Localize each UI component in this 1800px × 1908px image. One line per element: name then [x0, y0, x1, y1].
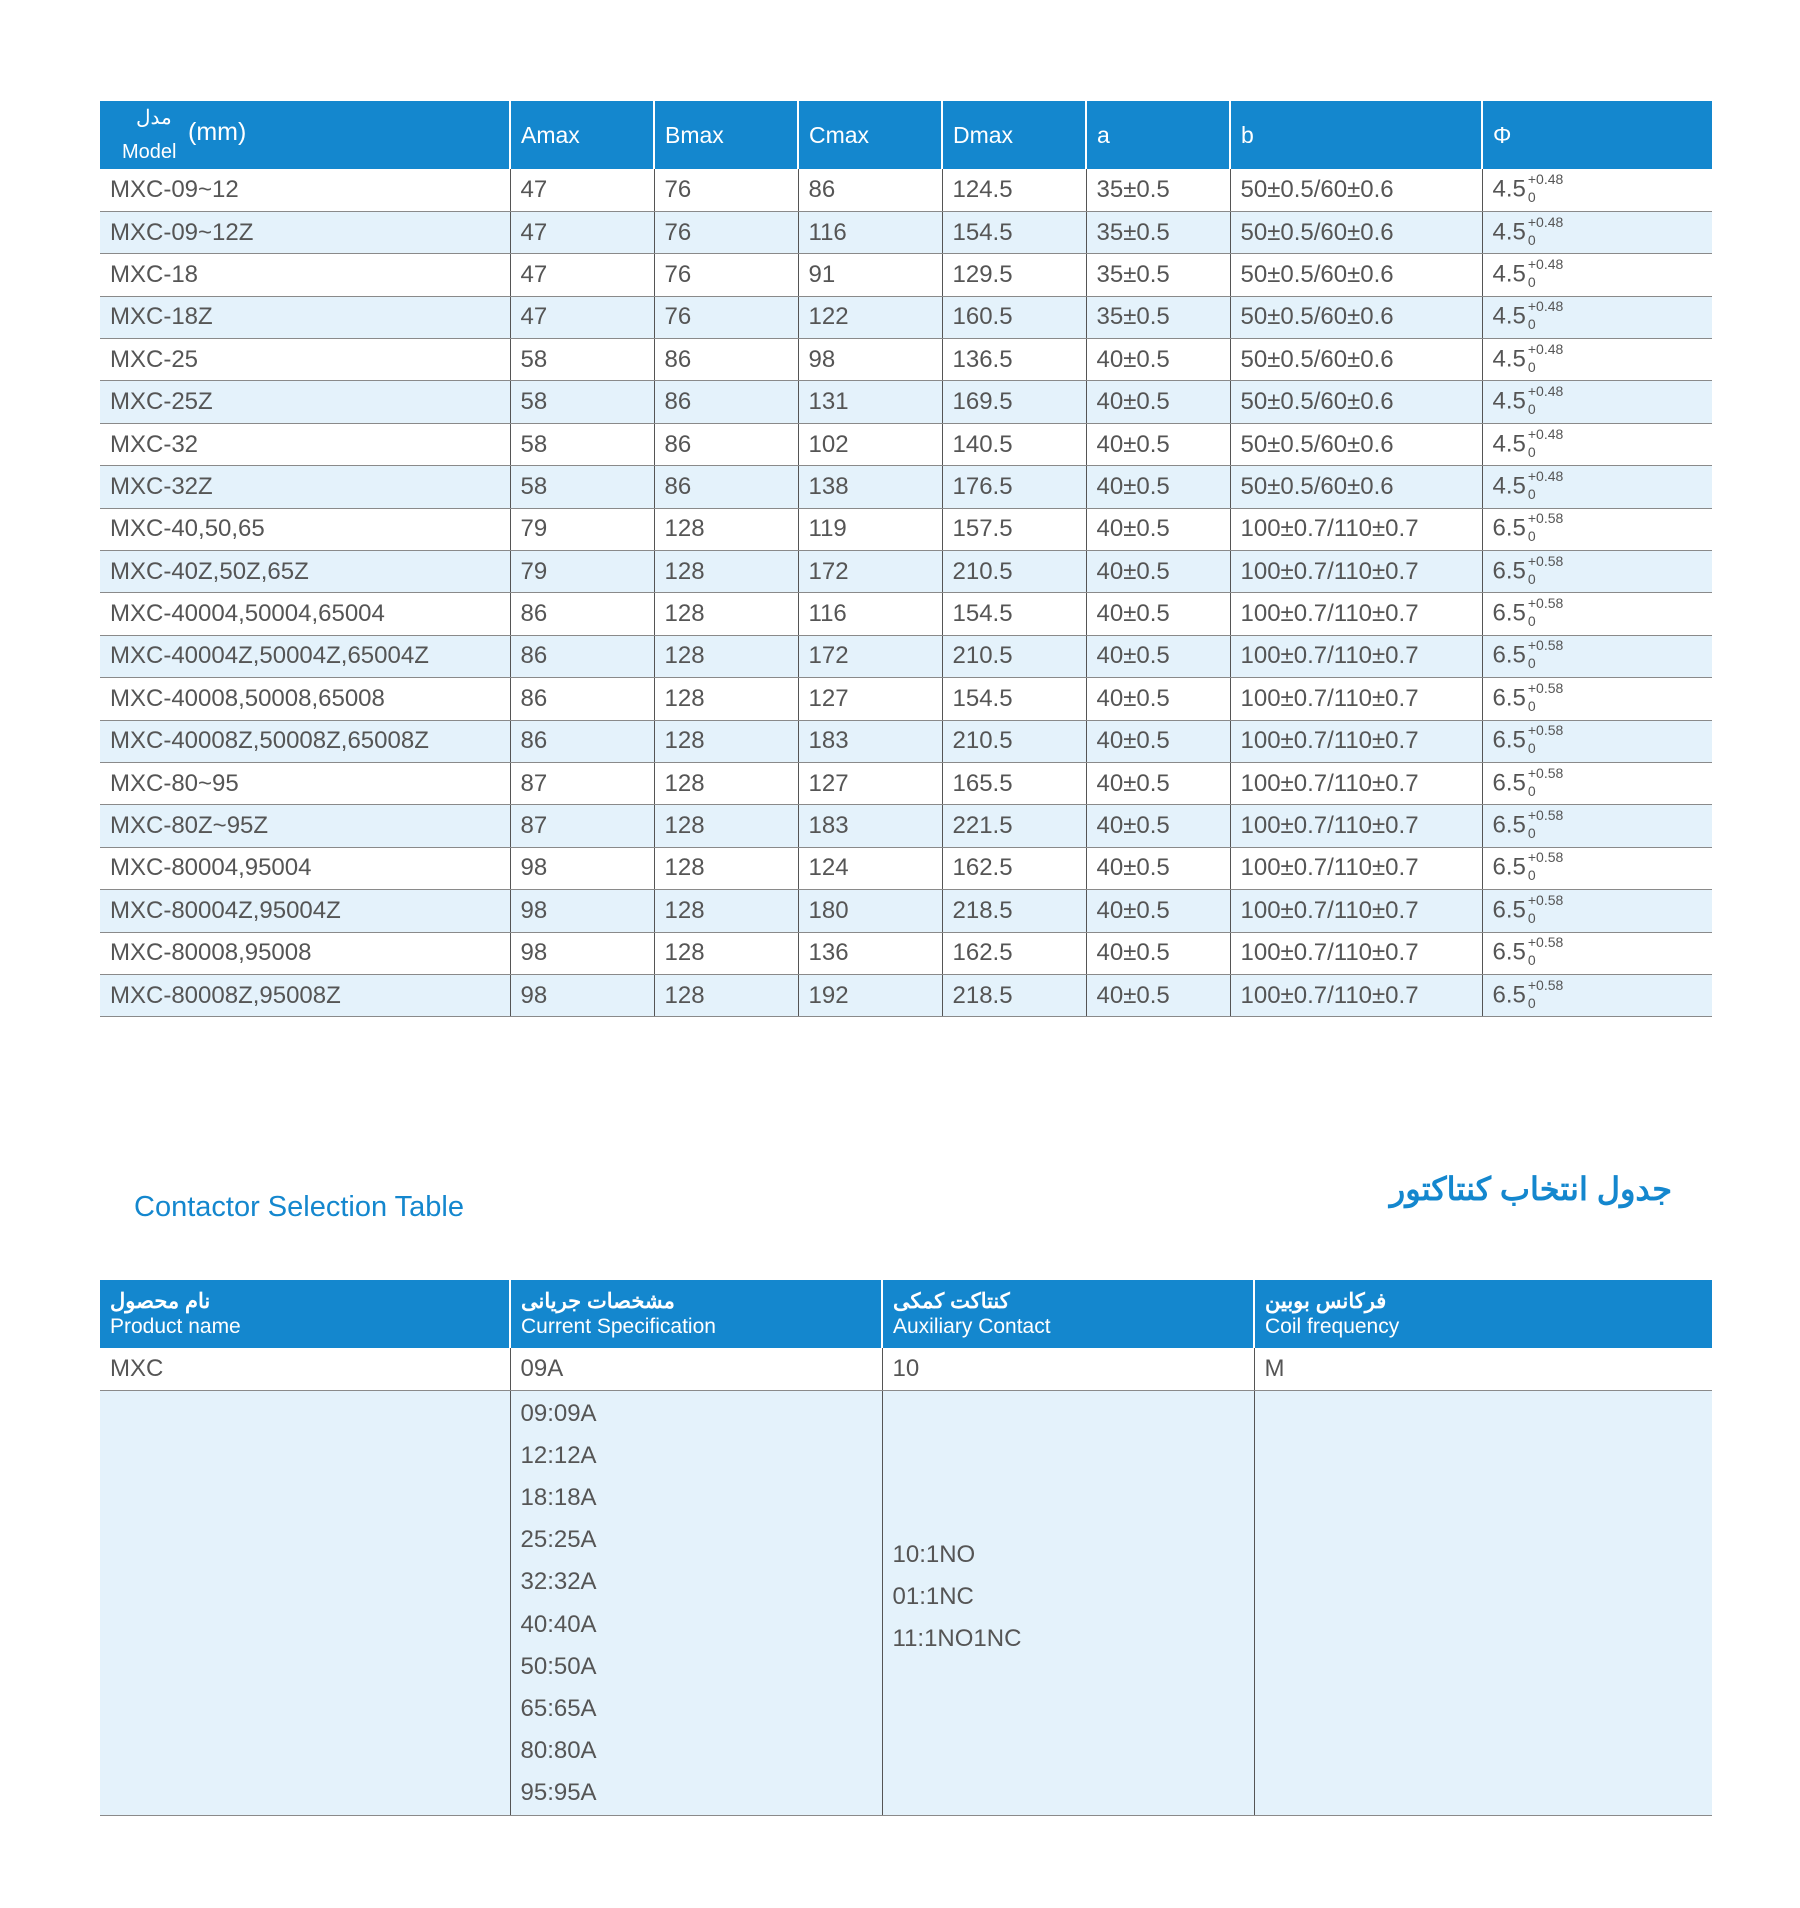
current-option: 09:09A: [520, 1399, 597, 1427]
phi-value: 6.5: [1492, 769, 1526, 796]
amax-cell: 87: [510, 805, 654, 847]
bmax-cell: 76: [654, 296, 798, 338]
phi-cell: [1482, 593, 1712, 635]
cmax-cell: 116: [798, 593, 942, 635]
model-cell: MXC-25: [100, 339, 510, 381]
current-spec-header-en: Current Specification: [521, 1315, 716, 1338]
a-cell: 40±0.5: [1086, 678, 1230, 720]
table-row: [100, 890, 1712, 932]
bmax-cell: 86: [654, 381, 798, 423]
aux-contact-header-en: Auxiliary Contact: [893, 1315, 1051, 1338]
dmax-cell: 210.5: [942, 720, 1086, 762]
example-aux: 10: [882, 1348, 1254, 1390]
model-cell: MXC-40004,50004,65004: [100, 593, 510, 635]
a-cell: 40±0.5: [1086, 466, 1230, 508]
phi-tolerance-lower: 0: [1527, 528, 1536, 545]
dmax-cell: 140.5: [942, 423, 1086, 465]
phi-tolerance-upper: +0.58: [1527, 510, 1564, 527]
amax-cell: 58: [510, 381, 654, 423]
a-cell: 40±0.5: [1086, 890, 1230, 932]
cmax-cell: 102: [798, 423, 942, 465]
a-cell: 40±0.5: [1086, 720, 1230, 762]
model-cell: MXC-80Z~95Z: [100, 805, 510, 847]
amax-header: Amax: [510, 101, 654, 169]
a-cell: 35±0.5: [1086, 211, 1230, 253]
a-cell: 35±0.5: [1086, 296, 1230, 338]
phi-tolerance-upper: +0.48: [1527, 425, 1564, 442]
amax-cell: 86: [510, 635, 654, 677]
phi-cell: [1482, 211, 1712, 253]
phi-tolerance-lower: 0: [1527, 485, 1536, 502]
dmax-cell: 160.5: [942, 296, 1086, 338]
amax-cell: 86: [510, 678, 654, 720]
b-cell: 100±0.7/110±0.7: [1230, 890, 1482, 932]
table-row: [100, 932, 1712, 974]
bmax-cell: 128: [654, 593, 798, 635]
table-row: [100, 551, 1712, 593]
cmax-cell: 192: [798, 974, 942, 1016]
cmax-cell: 136: [798, 932, 942, 974]
phi-tolerance-lower: 0: [1527, 655, 1536, 672]
phi-tolerance-upper: +0.58: [1527, 891, 1564, 908]
b-cell: 100±0.7/110±0.7: [1230, 551, 1482, 593]
a-header: a: [1086, 101, 1230, 169]
dmax-cell: 218.5: [942, 890, 1086, 932]
b-cell: 50±0.5/60±0.6: [1230, 296, 1482, 338]
a-cell: 40±0.5: [1086, 974, 1230, 1016]
phi-tolerance-lower: 0: [1527, 697, 1536, 714]
model-cell: MXC-40,50,65: [100, 508, 510, 550]
dmax-cell: 157.5: [942, 508, 1086, 550]
options-row: [100, 1390, 1712, 1815]
selection-header-row: [100, 1280, 1712, 1348]
phi-value: 6.5: [1492, 557, 1526, 585]
phi-tolerance-upper: +0.58: [1527, 679, 1564, 696]
cmax-cell: 183: [798, 805, 942, 847]
table-row: [100, 593, 1712, 635]
phi-value: 4.5: [1492, 387, 1526, 415]
model-header: [100, 101, 510, 169]
model-cell: MXC-40004Z,50004Z,65004Z: [100, 635, 510, 677]
bmax-cell: 128: [654, 720, 798, 762]
cmax-cell: 138: [798, 466, 942, 508]
b-cell: 100±0.7/110±0.7: [1230, 847, 1482, 889]
model-cell: MXC-40008,50008,65008: [100, 678, 510, 720]
phi-value: 4.5: [1492, 429, 1526, 457]
cmax-cell: 127: [798, 762, 942, 804]
product-options-cell: [100, 1390, 510, 1815]
phi-tolerance-upper: +0.48: [1527, 298, 1564, 315]
dmax-cell: 169.5: [942, 381, 1086, 423]
dimensions-body: [100, 169, 1712, 1017]
dmax-cell: 218.5: [942, 974, 1086, 1016]
dmax-cell: 210.5: [942, 551, 1086, 593]
model-header-fa: مدل: [136, 107, 172, 129]
bmax-cell: 76: [654, 254, 798, 296]
bmax-header: Bmax: [654, 101, 798, 169]
phi-tolerance-upper: +0.48: [1527, 213, 1564, 230]
a-cell: 40±0.5: [1086, 932, 1230, 974]
bmax-cell: 128: [654, 762, 798, 804]
b-header: b: [1230, 101, 1482, 169]
cmax-cell: 124: [798, 847, 942, 889]
phi-tolerance-upper: +0.58: [1527, 722, 1564, 739]
aux-option: 10:1NO: [892, 1540, 976, 1568]
aux-option: 01:1NC: [892, 1582, 974, 1610]
table-row: [100, 508, 1712, 550]
amax-cell: 87: [510, 762, 654, 804]
cmax-cell: 131: [798, 381, 942, 423]
amax-cell: 47: [510, 211, 654, 253]
bmax-cell: 76: [654, 211, 798, 253]
selection-title-en: Contactor Selection Table: [134, 1191, 464, 1223]
cmax-cell: 172: [798, 635, 942, 677]
example-product: MXC: [100, 1348, 510, 1390]
bmax-cell: 128: [654, 805, 798, 847]
phi-tolerance-lower: 0: [1527, 188, 1536, 205]
table-row: [100, 466, 1712, 508]
cmax-cell: 122: [798, 296, 942, 338]
b-cell: 100±0.7/110±0.7: [1230, 678, 1482, 720]
amax-cell: 79: [510, 508, 654, 550]
current-option: 12:12A: [520, 1441, 597, 1469]
b-cell: 100±0.7/110±0.7: [1230, 932, 1482, 974]
selection-title-fa: جدول انتخاب کنتاکتور: [1389, 1171, 1672, 1207]
a-cell: 40±0.5: [1086, 805, 1230, 847]
table-row: [100, 296, 1712, 338]
phi-tolerance-lower: 0: [1527, 952, 1536, 969]
amax-cell: 98: [510, 847, 654, 889]
table-row: [100, 805, 1712, 847]
bmax-cell: 128: [654, 847, 798, 889]
dmax-cell: 136.5: [942, 339, 1086, 381]
dmax-cell: 221.5: [942, 805, 1086, 847]
product-name-header-en: Product name: [110, 1315, 241, 1338]
dmax-cell: 154.5: [942, 678, 1086, 720]
phi-tolerance-upper: +0.48: [1527, 170, 1564, 187]
model-cell: MXC-25Z: [100, 381, 510, 423]
phi-tolerance-upper: +0.48: [1527, 255, 1564, 272]
cmax-cell: 86: [798, 169, 942, 211]
current-option: 40:40A: [520, 1610, 597, 1638]
dmax-cell: 129.5: [942, 254, 1086, 296]
phi-value: 4.5: [1492, 472, 1526, 500]
cmax-cell: 183: [798, 720, 942, 762]
phi-cell: [1482, 847, 1712, 889]
cmax-cell: 98: [798, 339, 942, 381]
amax-cell: 58: [510, 466, 654, 508]
phi-tolerance-upper: +0.48: [1527, 383, 1564, 400]
phi-tolerance-lower: 0: [1527, 273, 1536, 290]
bmax-cell: 128: [654, 551, 798, 593]
phi-value: 6.5: [1492, 514, 1526, 542]
table-row: [100, 635, 1712, 677]
b-cell: 100±0.7/110±0.7: [1230, 508, 1482, 550]
model-header-unit: (mm): [188, 118, 247, 146]
product-name-header: [100, 1280, 510, 1348]
model-cell: MXC-18: [100, 254, 510, 296]
example-row: [100, 1348, 1712, 1390]
current-option: 80:80A: [520, 1737, 597, 1765]
phi-tolerance-lower: 0: [1527, 994, 1536, 1011]
a-cell: 40±0.5: [1086, 635, 1230, 677]
bmax-cell: 86: [654, 423, 798, 465]
phi-tolerance-lower: 0: [1527, 867, 1536, 884]
b-cell: 50±0.5/60±0.6: [1230, 466, 1482, 508]
a-cell: 40±0.5: [1086, 508, 1230, 550]
phi-tolerance-lower: 0: [1527, 613, 1536, 630]
phi-cell: [1482, 381, 1712, 423]
bmax-cell: 76: [654, 169, 798, 211]
phi-cell: [1482, 974, 1712, 1016]
phi-tolerance-lower: 0: [1527, 316, 1536, 333]
aux-contact-header-fa: کنتاکت کمکی: [893, 1289, 1010, 1313]
aux-options-cell: [882, 1390, 1254, 1815]
selection-table: [100, 1280, 1712, 1816]
phi-cell: [1482, 508, 1712, 550]
cmax-cell: 180: [798, 890, 942, 932]
b-cell: 100±0.7/110±0.7: [1230, 635, 1482, 677]
phi-value: 4.5: [1492, 175, 1526, 203]
phi-tolerance-lower: 0: [1527, 401, 1536, 418]
current-option: 18:18A: [520, 1483, 597, 1511]
phi-cell: [1482, 805, 1712, 847]
amax-cell: 86: [510, 720, 654, 762]
bmax-cell: 128: [654, 932, 798, 974]
phi-cell: [1482, 169, 1712, 211]
a-cell: 40±0.5: [1086, 551, 1230, 593]
dmax-cell: 154.5: [942, 593, 1086, 635]
phi-value: 4.5: [1492, 260, 1526, 288]
table-row: [100, 339, 1712, 381]
phi-tolerance-lower: 0: [1527, 909, 1536, 926]
amax-cell: 98: [510, 890, 654, 932]
model-cell: MXC-09~12Z: [100, 211, 510, 253]
phi-cell: [1482, 720, 1712, 762]
phi-tolerance-lower: 0: [1527, 782, 1536, 799]
b-cell: 50±0.5/60±0.6: [1230, 254, 1482, 296]
phi-value: 6.5: [1492, 896, 1526, 924]
cmax-cell: 127: [798, 678, 942, 720]
cmax-cell: 91: [798, 254, 942, 296]
dmax-cell: 210.5: [942, 635, 1086, 677]
phi-tolerance-lower: 0: [1527, 231, 1536, 248]
model-header-en: Model: [122, 141, 177, 163]
table-row: [100, 169, 1712, 211]
bmax-cell: 128: [654, 974, 798, 1016]
table-row: [100, 974, 1712, 1016]
b-cell: 50±0.5/60±0.6: [1230, 169, 1482, 211]
amax-cell: 58: [510, 423, 654, 465]
coil-options-cell: [1254, 1390, 1712, 1815]
phi-header: Φ: [1482, 101, 1712, 169]
aux-options-list: [893, 1391, 1244, 1661]
model-cell: MXC-18Z: [100, 296, 510, 338]
phi-tolerance-upper: +0.58: [1527, 976, 1564, 993]
phi-value: 6.5: [1492, 853, 1526, 881]
phi-tolerance-upper: +0.58: [1527, 595, 1564, 612]
phi-value: 6.5: [1492, 684, 1526, 712]
phi-cell: [1482, 551, 1712, 593]
example-current: 09A: [510, 1348, 882, 1390]
amax-cell: 86: [510, 593, 654, 635]
amax-cell: 79: [510, 551, 654, 593]
a-cell: 40±0.5: [1086, 762, 1230, 804]
phi-value: 6.5: [1492, 599, 1526, 627]
table-row: [100, 254, 1712, 296]
amax-cell: 47: [510, 169, 654, 211]
bmax-cell: 128: [654, 890, 798, 932]
phi-tolerance-upper: +0.48: [1527, 340, 1564, 357]
coil-frequency-header: [1254, 1280, 1712, 1348]
b-cell: 50±0.5/60±0.6: [1230, 339, 1482, 381]
b-cell: 50±0.5/60±0.6: [1230, 423, 1482, 465]
dmax-cell: 124.5: [942, 169, 1086, 211]
phi-tolerance-lower: 0: [1527, 825, 1536, 842]
model-cell: MXC-09~12: [100, 169, 510, 211]
phi-tolerance-upper: +0.58: [1527, 849, 1564, 866]
phi-cell: [1482, 932, 1712, 974]
phi-tolerance-lower: 0: [1527, 443, 1536, 460]
example-coil: M: [1254, 1348, 1712, 1390]
current-spec-header: [510, 1280, 882, 1348]
dmax-header: Dmax: [942, 101, 1086, 169]
dimensions-header-row: [100, 101, 1712, 169]
bmax-cell: 86: [654, 466, 798, 508]
table-row: [100, 381, 1712, 423]
coil-frequency-header-en: Coil frequency: [1265, 1315, 1400, 1338]
b-cell: 100±0.7/110±0.7: [1230, 974, 1482, 1016]
amax-cell: 98: [510, 932, 654, 974]
dimensions-table: [100, 101, 1712, 1017]
a-cell: 40±0.5: [1086, 423, 1230, 465]
coil-frequency-header-fa: فرکانس بوبین: [1265, 1289, 1387, 1313]
dmax-cell: 162.5: [942, 847, 1086, 889]
table-row: [100, 211, 1712, 253]
phi-cell: [1482, 635, 1712, 677]
dmax-cell: 154.5: [942, 211, 1086, 253]
phi-tolerance-lower: 0: [1527, 570, 1536, 587]
current-option: 65:65A: [520, 1694, 597, 1722]
b-cell: 100±0.7/110±0.7: [1230, 805, 1482, 847]
amax-cell: 47: [510, 254, 654, 296]
phi-value: 6.5: [1492, 641, 1526, 669]
product-name-header-fa: نام محصول: [110, 1289, 211, 1313]
phi-value: 4.5: [1492, 217, 1526, 245]
current-option: 32:32A: [520, 1568, 597, 1596]
b-cell: 50±0.5/60±0.6: [1230, 381, 1482, 423]
amax-cell: 47: [510, 296, 654, 338]
aux-contact-header: [882, 1280, 1254, 1348]
phi-value: 4.5: [1492, 302, 1526, 330]
phi-tolerance-upper: +0.58: [1527, 807, 1564, 824]
current-options-cell: [510, 1390, 882, 1815]
phi-tolerance-upper: +0.58: [1527, 764, 1564, 781]
phi-value: 6.5: [1492, 938, 1526, 966]
current-option: 95:95A: [520, 1779, 597, 1807]
phi-tolerance-lower: 0: [1527, 740, 1536, 757]
a-cell: 40±0.5: [1086, 381, 1230, 423]
phi-tolerance-lower: 0: [1527, 358, 1536, 375]
aux-option: 11:1NO1NC: [892, 1624, 1022, 1652]
phi-tolerance-upper: +0.58: [1527, 552, 1564, 569]
phi-cell: [1482, 254, 1712, 296]
dmax-cell: 165.5: [942, 762, 1086, 804]
phi-cell: [1482, 678, 1712, 720]
bmax-cell: 86: [654, 339, 798, 381]
model-cell: MXC-40Z,50Z,65Z: [100, 551, 510, 593]
phi-cell: [1482, 466, 1712, 508]
amax-cell: 58: [510, 339, 654, 381]
b-cell: 100±0.7/110±0.7: [1230, 593, 1482, 635]
model-cell: MXC-80004Z,95004Z: [100, 890, 510, 932]
model-cell: MXC-80~95: [100, 762, 510, 804]
phi-cell: [1482, 296, 1712, 338]
dmax-cell: 162.5: [942, 932, 1086, 974]
phi-value: 6.5: [1492, 980, 1526, 1008]
cmax-cell: 119: [798, 508, 942, 550]
bmax-cell: 128: [654, 635, 798, 677]
b-cell: 100±0.7/110±0.7: [1230, 762, 1482, 804]
cmax-cell: 172: [798, 551, 942, 593]
current-option: 25:25A: [520, 1526, 597, 1554]
bmax-cell: 128: [654, 508, 798, 550]
model-cell: MXC-32: [100, 423, 510, 465]
amax-cell: 98: [510, 974, 654, 1016]
table-row: [100, 720, 1712, 762]
current-spec-header-fa: مشخصات جریانی: [521, 1289, 675, 1313]
a-cell: 35±0.5: [1086, 169, 1230, 211]
current-option: 50:50A: [520, 1652, 597, 1680]
phi-cell: [1482, 890, 1712, 932]
model-cell: MXC-80004,95004: [100, 847, 510, 889]
a-cell: 40±0.5: [1086, 593, 1230, 635]
bmax-cell: 128: [654, 678, 798, 720]
model-cell: MXC-80008Z,95008Z: [100, 974, 510, 1016]
phi-value: 6.5: [1492, 726, 1526, 754]
phi-tolerance-upper: +0.48: [1527, 467, 1564, 484]
a-cell: 40±0.5: [1086, 339, 1230, 381]
model-cell: MXC-40008Z,50008Z,65008Z: [100, 720, 510, 762]
b-cell: 50±0.5/60±0.6: [1230, 211, 1482, 253]
table-row: [100, 762, 1712, 804]
table-row: [100, 847, 1712, 889]
b-cell: 100±0.7/110±0.7: [1230, 720, 1482, 762]
dmax-cell: 176.5: [942, 466, 1086, 508]
phi-tolerance-upper: +0.58: [1527, 934, 1564, 951]
phi-cell: [1482, 762, 1712, 804]
cmax-header: Cmax: [798, 101, 942, 169]
a-cell: 35±0.5: [1086, 254, 1230, 296]
table-row: [100, 423, 1712, 465]
model-cell: MXC-32Z: [100, 466, 510, 508]
phi-cell: [1482, 423, 1712, 465]
model-cell: MXC-80008,95008: [100, 932, 510, 974]
phi-value: 4.5: [1492, 345, 1526, 373]
cmax-cell: 116: [798, 211, 942, 253]
phi-cell: [1482, 339, 1712, 381]
a-cell: 40±0.5: [1086, 847, 1230, 889]
table-row: [100, 678, 1712, 720]
phi-value: 6.5: [1492, 811, 1526, 839]
current-options-list: [521, 1391, 872, 1815]
phi-tolerance-upper: +0.58: [1527, 637, 1564, 654]
